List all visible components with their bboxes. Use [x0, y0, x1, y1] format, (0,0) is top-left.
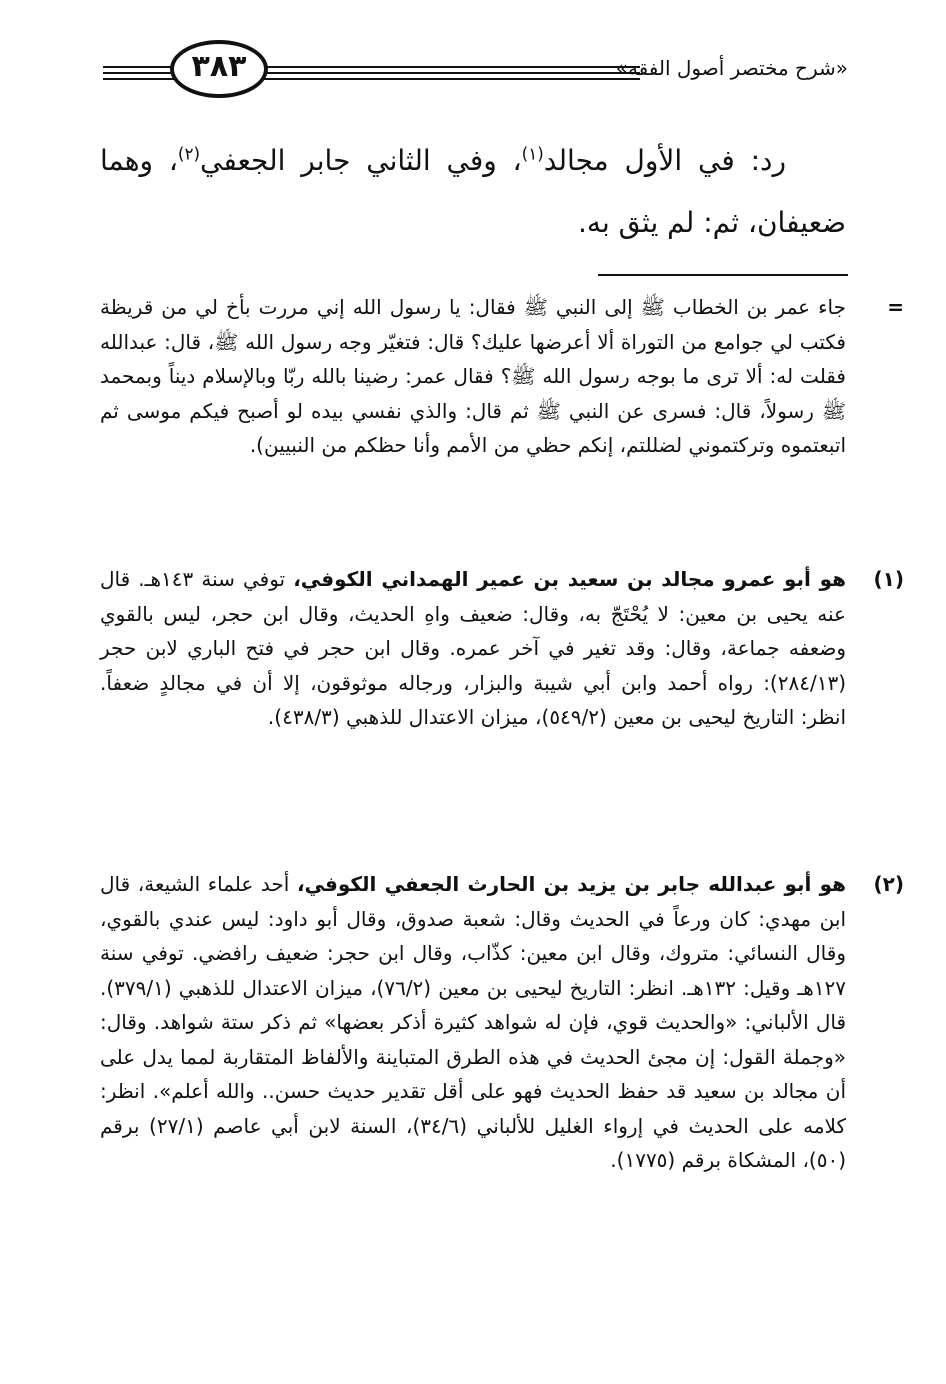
continuation-marker: = — [887, 295, 904, 319]
footnote-block — [100, 867, 904, 1178]
main-text-part: ، وفي الثاني جابر الجعفي — [200, 144, 522, 177]
footnote-lead: هو أبو عمرو مجالد بن سعيد بن عمير الهمداني الكوفي، — [293, 567, 846, 591]
page-number: ٣٨٣ — [191, 49, 247, 84]
footnote-text: أحد علماء الشيعة، قال ابن مهدي: كان ورعاً في الحديث وقال: شعبة صدوق، وقال أبو داود: ليس عندي بالقوي، وقال النسائي: متروك، وقال ابن معين: كذّاب، وقال ابن حجر: ضعيف رافضي. توفي سنة ١٢٧هـ وقيل: ١٣٢هـ. انظر: التاريخ ليحيى بن معين (٧٦/٢)، ميزان الاعتدال للذهبي (٣٧٩/١). قال الألباني: «والحديث قوي، فإن له شواهد كثيرة أذكر بعضها» ثم ذكر ستة شواهد. وقال: «وجملة القول: إن مجئ الحديث في هذه الطرق المتباينة والألفاظ المتقاربة لمما يدل على أن مجالد بن سعيد قد حفظ الحديث فهو على أقل تقدير حديث حسن.. والله أعلم». انظر: كلامه على الحديث في إرواء الغليل للألباني (٣٤/٦)، السنة لابن أبي عاصم (٢٧/١) برقم (٥٠)، المشكاة برقم (١٧٧٥). — [100, 872, 846, 1172]
footnote-marker: (٢) — [873, 872, 904, 896]
footnote-lead: هو أبو عبدالله جابر بن يزيد بن الحارث الجعفي الكوفي، — [296, 872, 846, 896]
main-text-part: رد: في الأول مجالد — [543, 144, 786, 177]
footnote-1 — [100, 562, 904, 735]
footnote-marker: (١) — [873, 567, 904, 591]
header-rule — [260, 72, 640, 74]
page-number-oval — [170, 40, 268, 98]
header-rule — [260, 78, 640, 80]
main-text-part: ، وهما ضعيفان، ثم: لم يثق به. — [100, 144, 846, 239]
header-rule — [103, 78, 178, 80]
main-text — [100, 130, 846, 254]
footnote-continuation — [100, 290, 904, 463]
footnote-block — [100, 290, 904, 463]
footnote-text: توفي سنة ١٤٣هـ. قال عنه يحيى بن معين: لا يُحْتَجّ به، وقال: ضعيف واهِ الحديث، وقال ابن حجر، ليس بالقوي وضعفه جماعة، وقال: وقد تغير في آخر عمره. وقال ابن حجر في فتح الباري لابن حجر (٢٨٤/١٣): رواه أحمد وابن أبي شيبة والبزار، ورجاله موثوقون، إلا أن في مجالدٍ ضعفاً. انظر: التاريخ ليحيى بن معين (٥٤٩/٢)، ميزان الاعتدال للذهبي (٤٣٨/٣). — [100, 567, 846, 729]
header-rule — [103, 72, 178, 74]
footnote-separator — [598, 274, 848, 276]
footnote-block — [100, 562, 904, 735]
footnote-ref-2: (٢) — [177, 143, 201, 164]
main-paragraph — [100, 130, 846, 254]
footnote-text: جاء عمر بن الخطاب ﷺ إلى النبي ﷺ فقال: يا رسول الله إني مررت بأخ لي من قريظة فكتب لي جوامع من التوراة ألا أعرضها عليك؟ قال: فتغيّر وجه رسول الله ﷺ، قال: عبدالله فقلت له: ألا ترى ما بوجه رسول الله ﷺ؟ فقال عمر: رضينا بالله ربّا وبالإسلام ديناً وبمحمد ﷺ رسولاً، قال: فسرى عن النبي ﷺ ثم قال: والذي نفسي بيده لو أصبح فيكم موسى ثم اتبعتموه وتركتموني لضللتم، إنكم حظي من الأمم وأنا حظكم من النبيين). — [100, 295, 846, 457]
running-header-title: «شرح مختصر أصول الفقه» — [615, 56, 848, 80]
footnote-ref-1: (١) — [521, 143, 544, 164]
header-rule — [103, 66, 178, 68]
header-rule — [260, 66, 640, 68]
footnote-2 — [100, 867, 904, 1178]
